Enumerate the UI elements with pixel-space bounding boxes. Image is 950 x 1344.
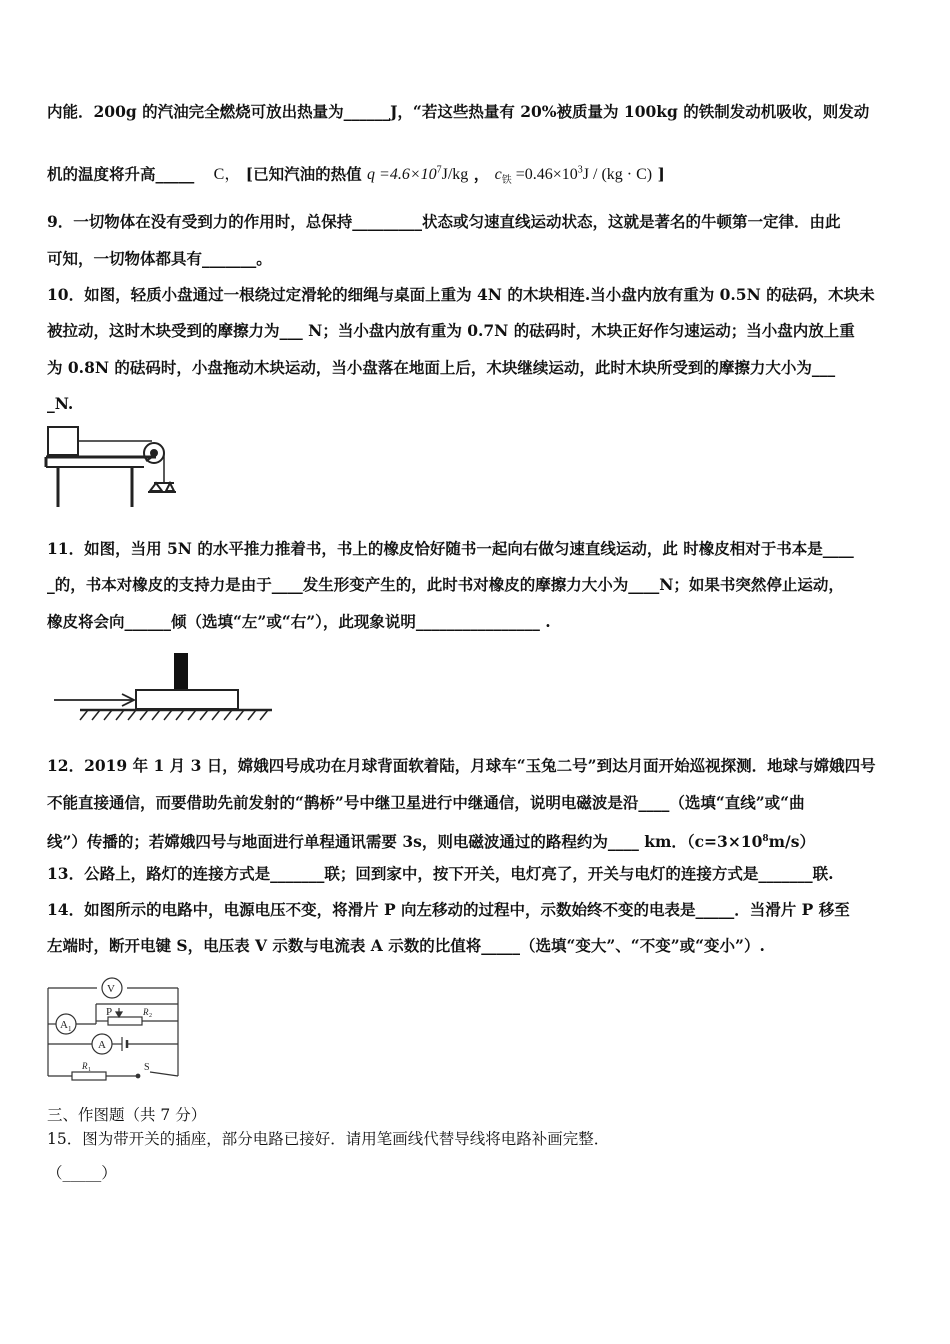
q12-line-1: 12．2019 年 1 月 3 日，嫦娥四号成功在月球背面软着陆，月球车“玉兔二号”到达月面开始巡视探测．地球与嫦娥四号 <box>47 756 876 775</box>
q8-line-1: 内能．200g 的汽油完全燃烧可放出热量为______J，“若这些热量有 20%被质量为 100kg 的铁制发动机吸收，则发动 <box>47 102 870 121</box>
q12-exp: 8 <box>762 834 769 844</box>
q11-line-1: 11．如图，当用 5N 的水平推力推着书，书上的橡皮恰好随书一起向右做匀速直线运动，此 时橡皮相对于书本是____ <box>47 539 854 558</box>
q8-formula-q-unit: J/kg <box>441 166 469 184</box>
switch-label: S <box>144 1062 150 1073</box>
q14-line-2: 左端时，断开电键 S，电压表 V 示数与电流表 A 示数的比值将_____（选填“变大”、“不变”或“变小”）. <box>47 936 765 955</box>
ground-hatch <box>80 710 268 720</box>
r1-sub: 1 <box>88 1067 91 1073</box>
ammeter1-sub: 1 <box>68 1025 72 1033</box>
r2-sub: 2 <box>149 1013 152 1019</box>
q15-line-1: 15．图为带开关的插座，部分电路已接好．请用笔画线代替导线将电路补画完整． <box>47 1130 610 1148</box>
q12-line-3 <box>47 828 910 853</box>
q10-line-1: 10．如图，轻质小盘通过一根绕过定滑轮的细绳与桌面上重为 4N 的木块相连.当小盘内放有重为 0.5N 的砝码，木块未 <box>47 285 875 304</box>
ammeter-label: A <box>98 1039 106 1051</box>
q15-answer-blank: （_____） <box>47 1164 117 1182</box>
q10-line-3: 为 0.8N 的砝码时，小盘拖动木块运动，当小盘落在地面上后，木块继续运动，此时木块所受到的摩擦力大小为___ <box>47 358 836 377</box>
ammeter1-label: A <box>60 1019 68 1031</box>
voltmeter-label: V <box>107 983 115 995</box>
q12-line-2: 不能直接通信，而要借助先前发射的“鹊桥”号中继卫星进行中继通信，说明电磁波是沿____（选填“直线”或“曲 <box>47 793 805 812</box>
q12-line-3-text: 线”）传播的；若嫦娥四号与地面进行单程通讯需要 3s，则电磁波通过的路程约为____ km．（c=3×10 <box>47 832 763 852</box>
q8-comma: ， <box>473 164 490 184</box>
book <box>136 690 238 709</box>
section-3-title: 三、作图题（共 7 分） <box>47 1106 207 1124</box>
q8-bracket-text: [已知汽油的热值 <box>245 164 362 184</box>
q10-line-2: 被拉动，这时木块受到的摩擦力为___ N；当小盘内放有重为 0.7N 的砝码时，木块正好作匀速运动；当小盘内放上重 <box>47 321 855 340</box>
q8-line-2 <box>47 160 910 193</box>
q10-pulley-figure <box>44 425 184 510</box>
q8-formula-c-sym: c <box>494 166 502 184</box>
q8-line-2-text: 机的温度将升高_____ <box>47 164 195 184</box>
q8-formula-q-exp: 7 <box>436 165 442 176</box>
q11-book-figure <box>52 650 277 725</box>
q8-formula-c-exp: 3 <box>577 165 583 176</box>
q11-line-3: 橡皮将会向______倾（选填“左”或“右”），此现象说明________________ . <box>47 612 551 631</box>
q8-formula-c <box>494 165 653 187</box>
q8-formula-c-val: =0.46×10 <box>515 166 578 184</box>
q8-formula-q <box>367 166 468 183</box>
q8-temp-unit: C， <box>213 166 241 184</box>
q8-formula-c-unit: J / (kg · C) <box>582 166 653 184</box>
q9-line-1: 9．一切物体在没有受到力的作用时，总保持_________状态或匀速直线运动状态，这就是著名的牛顿第一定律．由此 <box>47 212 841 231</box>
q8-formula-q-main: q =4.6×10 <box>367 166 437 184</box>
slider-label: P <box>106 1006 113 1018</box>
q12-line-3-end: m/s） <box>768 832 815 852</box>
q14-line-1: 14．如图所示的电路中，电源电压不变，将滑片 P 向左移动的过程中，示数始终不变的电表是_____．当滑片 P 移至 <box>47 900 850 919</box>
q8-close-bracket: ] <box>657 164 665 184</box>
r2-label: R <box>143 1007 149 1017</box>
q11-line-2: _的，书本对橡皮的支持力是由于____发生形变产生的，此时书对橡皮的摩擦力大小为____N；如果书突然停止运动， <box>47 575 844 594</box>
eraser <box>174 653 188 690</box>
q9-line-2: 可知，一切物体都具有_______。 <box>47 249 272 268</box>
q8-formula-c-sub: 铁 <box>501 175 512 187</box>
q10-line-4: _N. <box>47 394 74 413</box>
q13-line-1: 13．公路上，路灯的连接方式是_______联；回到家中，按下开关，电灯亮了，开关与电灯的连接方式是_______联. <box>47 864 834 883</box>
r1-label: R <box>82 1061 88 1071</box>
q14-circuit-figure <box>44 966 184 1081</box>
